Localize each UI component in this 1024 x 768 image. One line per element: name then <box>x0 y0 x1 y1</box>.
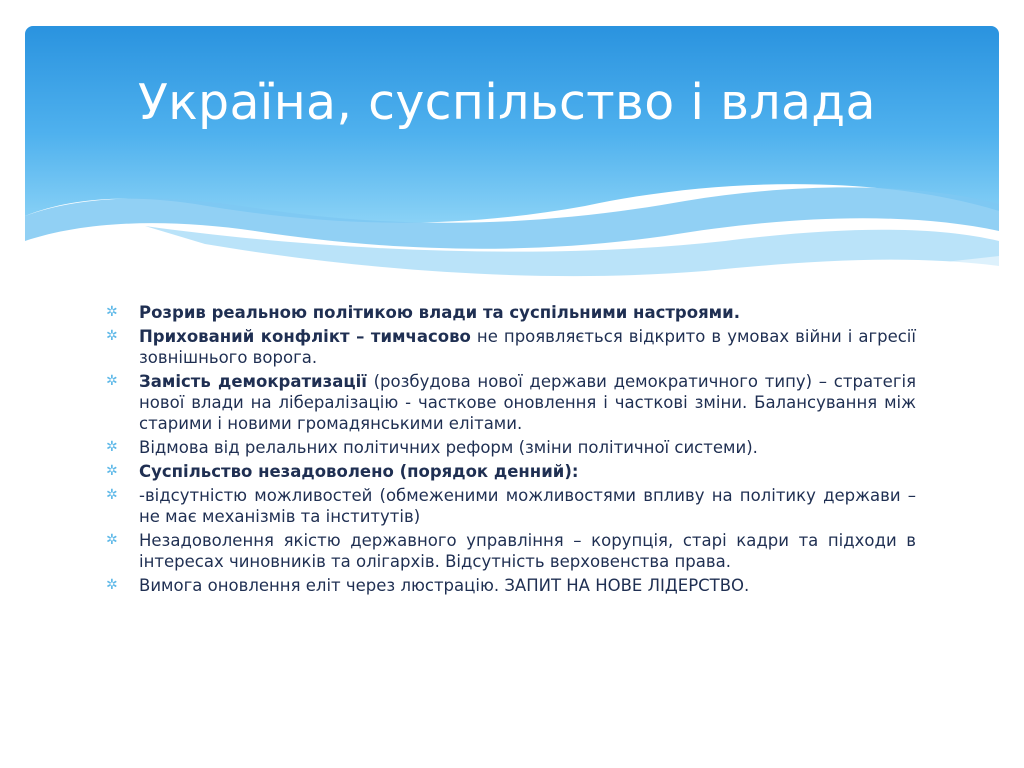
bullet-text: не проявляється відкрито в умовах війни і агресії зовнішнього ворога. <box>139 327 916 367</box>
header-banner <box>25 26 999 290</box>
bullet-text: -відсутністю можливостей (обмеженими можливостями впливу на політику держави – не має механізмів та інститутів) <box>139 486 916 526</box>
bullet-list <box>106 302 916 599</box>
asterisk-icon: ✲ <box>106 439 118 455</box>
bullet-bold-text: Замість демократизації <box>139 372 367 391</box>
list-item <box>106 302 916 323</box>
list-item <box>106 461 916 482</box>
bullet-text: Вимога оновлення еліт через люстрацію. ЗАПИТ НА НОВЕ ЛІДЕРСТВО. <box>139 576 750 595</box>
bullet-text: Незадоволення якістю державного управління – корупція, старі кадри та підходи в інтересах чиновників та олігархів. Відсутність верховенства права. <box>139 531 916 571</box>
list-item <box>106 326 916 368</box>
list-item <box>106 437 916 458</box>
asterisk-icon: ✲ <box>106 463 118 479</box>
wave-background <box>25 26 999 290</box>
asterisk-icon: ✲ <box>106 487 118 503</box>
bullet-bold-text: Суспільство незадоволено (порядок денний): <box>139 462 579 481</box>
bullet-text: Відмова від релальних політичних реформ (зміни політичної системи). <box>139 438 758 457</box>
list-item <box>106 485 916 527</box>
asterisk-icon: ✲ <box>106 304 118 320</box>
list-item <box>106 575 916 596</box>
asterisk-icon: ✲ <box>106 532 118 548</box>
asterisk-icon: ✲ <box>106 373 118 389</box>
asterisk-icon: ✲ <box>106 328 118 344</box>
bullet-text: (розбудова нової держави демократичного типу) – стратегія нової влади на лібералізацію - часткове оновлення і часткові зміни. Балансування між старими і новими громадянськими елітами. <box>139 372 916 433</box>
asterisk-icon: ✲ <box>106 577 118 593</box>
bullet-bold-text: Розрив реальною політикою влади та суспільними настроями. <box>139 303 740 322</box>
list-item <box>106 371 916 434</box>
slide-title: Україна, суспільство і влада <box>138 74 876 131</box>
bullet-bold-text: Прихований конфлікт – тимчасово <box>139 327 471 346</box>
list-item <box>106 530 916 572</box>
